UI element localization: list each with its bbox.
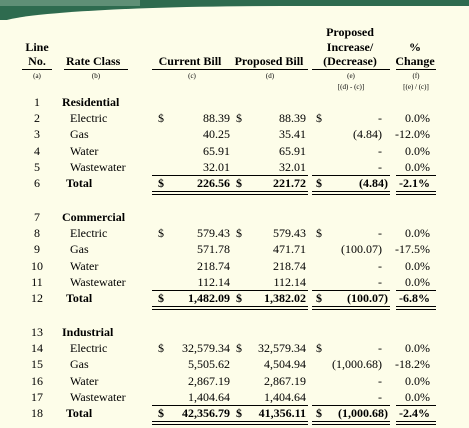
- line-number: 10: [31, 259, 43, 273]
- formula-e: [(d) - (c)]: [337, 83, 365, 91]
- currency-symbol: $: [316, 226, 322, 240]
- increase-value: -: [378, 374, 382, 388]
- line-number: 12: [31, 291, 43, 305]
- line-number: 7: [34, 210, 40, 224]
- header-increase-3: (Decrease): [323, 54, 377, 68]
- currency-symbol: $: [316, 341, 322, 355]
- header-proposed-bill: Proposed Bill: [234, 54, 304, 68]
- section-heading: Residential: [62, 95, 120, 109]
- increase-value: (4.84): [359, 176, 388, 190]
- sub-letter-c: (c): [188, 72, 196, 80]
- line-number: 13: [31, 325, 43, 339]
- line-number: 11: [31, 275, 43, 289]
- proposed-bill-value: 2,867.19: [264, 374, 306, 388]
- pct-change-value: 0.0%: [405, 390, 430, 404]
- proposed-bill-value: 1,404.64: [264, 390, 306, 404]
- proposed-bill-value: 4,504.94: [264, 357, 306, 371]
- currency-symbol: $: [316, 406, 322, 420]
- increase-value: -: [378, 226, 382, 240]
- line-number: 18: [31, 406, 43, 420]
- currency-symbol: $: [158, 226, 164, 240]
- currency-symbol: $: [236, 341, 242, 355]
- pct-change-value: -2.4%: [399, 406, 430, 420]
- currency-symbol: $: [236, 291, 242, 305]
- line-number: 9: [34, 242, 40, 256]
- pct-change-value: 0.0%: [405, 374, 430, 388]
- line-number: 4: [34, 144, 40, 158]
- currency-symbol: $: [236, 111, 242, 125]
- double-underline: [232, 306, 308, 310]
- pct-change-value: 0.0%: [405, 111, 430, 125]
- pct-change-value: 0.0%: [405, 341, 430, 355]
- double-underline: [232, 191, 308, 195]
- current-bill-value: 40.25: [203, 127, 230, 141]
- current-bill-value: 1,482.09: [188, 291, 230, 305]
- proposed-bill-value: 65.91: [279, 144, 306, 158]
- line-number: 1: [34, 95, 40, 109]
- current-bill-value: 88.39: [203, 111, 230, 125]
- header-rate-class: Rate Class: [66, 54, 121, 68]
- header-pct-1: %: [409, 40, 421, 54]
- increase-value: -: [378, 111, 382, 125]
- currency-symbol: $: [158, 406, 164, 420]
- pct-change-value: 0.0%: [405, 275, 430, 289]
- sub-letter-e: (e): [347, 72, 355, 80]
- double-underline: [396, 421, 436, 425]
- header-accent-strip: [0, 0, 140, 6]
- pct-change-value: -6.8%: [399, 291, 430, 305]
- currency-symbol: $: [236, 226, 242, 240]
- sub-letter-a: (a): [33, 72, 41, 80]
- pct-change-value: -2.1%: [399, 176, 430, 190]
- currency-symbol: $: [316, 111, 322, 125]
- proposed-bill-value: 471.71: [273, 242, 306, 256]
- double-underline: [312, 306, 390, 310]
- double-underline: [396, 306, 436, 310]
- current-bill-value: 571.78: [197, 242, 230, 256]
- increase-value: (4.84): [353, 127, 382, 141]
- current-bill-value: 32,579.34: [182, 341, 230, 355]
- pct-change-value: -18.2%: [395, 357, 430, 371]
- increase-value: (100.07): [347, 291, 388, 305]
- total-label: Total: [66, 176, 93, 190]
- double-underline: [312, 191, 390, 195]
- header-pct-2: Change: [395, 54, 435, 68]
- current-bill-value: 32.01: [203, 160, 230, 174]
- currency-symbol: $: [158, 176, 164, 190]
- line-number: 3: [34, 127, 40, 141]
- header-curve: [0, 6, 469, 24]
- current-bill-value: 5,505.62: [188, 357, 230, 371]
- pct-change-value: 0.0%: [405, 144, 430, 158]
- double-underline: [396, 191, 436, 195]
- rate-class-name: Gas: [70, 242, 89, 256]
- current-bill-value: 112.14: [197, 275, 230, 289]
- increase-value: -: [378, 390, 382, 404]
- proposed-bill-value: 32.01: [279, 160, 306, 174]
- line-number: 17: [31, 390, 43, 404]
- rate-class-name: Water: [70, 144, 99, 158]
- current-bill-value: 65.91: [203, 144, 230, 158]
- currency-symbol: $: [236, 406, 242, 420]
- line-number: 8: [34, 226, 40, 240]
- rate-class-name: Water: [70, 374, 99, 388]
- increase-value: -: [378, 160, 382, 174]
- formula-f: [(e) / (c)]: [403, 83, 429, 91]
- increase-value: -: [378, 259, 382, 273]
- double-underline: [312, 421, 390, 425]
- sub-letter-f: (f): [412, 72, 420, 80]
- current-bill-value: 2,867.19: [188, 374, 230, 388]
- section-heading: Industrial: [62, 325, 114, 339]
- line-number: 15: [31, 357, 43, 371]
- currency-symbol: $: [316, 291, 322, 305]
- header-increase-1: Proposed: [326, 25, 374, 39]
- current-bill-value: 1,404.64: [188, 390, 230, 404]
- rate-class-name: Wastewater: [70, 275, 126, 289]
- line-number: 6: [34, 176, 40, 190]
- rate-class-name: Water: [70, 259, 99, 273]
- currency-symbol: $: [158, 341, 164, 355]
- increase-value: -: [378, 144, 382, 158]
- increase-value: (1,000.68): [338, 406, 388, 420]
- proposed-bill-value: 221.72: [273, 176, 306, 190]
- proposed-bill-value: 218.74: [273, 259, 306, 273]
- proposed-bill-value: 88.39: [279, 111, 306, 125]
- line-number: 2: [34, 111, 40, 125]
- currency-symbol: $: [158, 291, 164, 305]
- rate-class-name: Gas: [70, 127, 89, 141]
- increase-value: -: [378, 275, 382, 289]
- current-bill-value: 226.56: [197, 176, 230, 190]
- proposed-bill-value: 579.43: [273, 226, 306, 240]
- line-number: 14: [31, 341, 43, 355]
- double-underline: [152, 191, 232, 195]
- double-underline: [152, 306, 232, 310]
- proposed-bill-value: 1,382.02: [264, 291, 306, 305]
- total-label: Total: [66, 406, 93, 420]
- rate-class-name: Wastewater: [70, 160, 126, 174]
- current-bill-value: 218.74: [197, 259, 230, 273]
- line-number: 5: [34, 160, 40, 174]
- header-current-bill: Current Bill: [158, 54, 222, 68]
- proposed-bill-value: 35.41: [279, 127, 306, 141]
- sub-letter-b: (b): [91, 72, 101, 80]
- total-label: Total: [66, 291, 93, 305]
- proposed-bill-value: 41,356.11: [258, 406, 306, 420]
- slide-header-band: [0, 0, 469, 20]
- double-underline: [232, 421, 308, 425]
- currency-symbol: $: [158, 111, 164, 125]
- line-number: 16: [31, 374, 43, 388]
- pct-change-value: -17.5%: [395, 242, 430, 256]
- header-increase-2: Increase/: [326, 40, 374, 54]
- current-bill-value: 42,356.79: [182, 406, 230, 420]
- proposed-bill-value: 32,579.34: [258, 341, 306, 355]
- pct-change-value: -12.0%: [395, 127, 430, 141]
- rate-class-name: Electric: [70, 341, 108, 355]
- pct-change-value: 0.0%: [405, 226, 430, 240]
- pct-change-value: 0.0%: [405, 259, 430, 273]
- rate-class-name: Wastewater: [70, 390, 126, 404]
- header-line-2: No.: [28, 54, 46, 68]
- increase-value: (100.07): [341, 242, 382, 256]
- rate-class-name: Electric: [70, 226, 108, 240]
- rate-class-name: Gas: [70, 357, 89, 371]
- increase-value: -: [378, 341, 382, 355]
- pct-change-value: 0.0%: [405, 160, 430, 174]
- sub-letter-d: (d): [265, 72, 275, 80]
- current-bill-value: 579.43: [197, 226, 230, 240]
- proposed-bill-value: 112.14: [273, 275, 306, 289]
- currency-symbol: $: [236, 176, 242, 190]
- rate-class-name: Electric: [70, 111, 108, 125]
- increase-value: (1,000.68): [332, 357, 382, 371]
- section-heading: Commercial: [62, 210, 126, 224]
- double-underline: [152, 421, 232, 425]
- header-line-1: Line: [25, 40, 49, 54]
- currency-symbol: $: [316, 176, 322, 190]
